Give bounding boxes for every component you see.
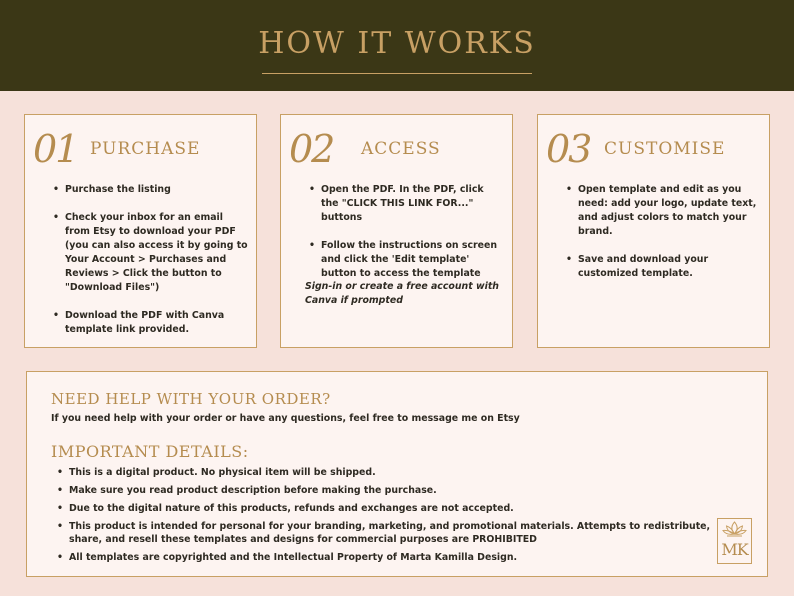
- step-list: [564, 183, 761, 295]
- list-item: • This product is intended for personal for your branding, marketing, and promotional materials. Attempts to redistribute, share, and resell these templates and designs for commercial purposes are PROHIBITED: [57, 520, 717, 546]
- list-item: • Download the PDF with Canva template link provided.: [51, 309, 248, 337]
- important-heading: IMPORTANT DETAILS:: [51, 442, 249, 461]
- step-title: CUSTOMISE: [604, 139, 726, 159]
- list-item: • Save and download your customized template.: [564, 253, 761, 281]
- step-title: PURCHASE: [90, 139, 201, 159]
- list-item: • This is a digital product. No physical item will be shipped.: [57, 466, 717, 479]
- lotus-icon: [718, 519, 751, 539]
- list-item: • Check your inbox for an email from Etsy to download your PDF (you can also access it by going to Your Account > Purchases and Reviews > Click the button to "Download Files"): [51, 211, 248, 295]
- important-list: [57, 466, 717, 569]
- list-item: • Open the PDF. In the PDF, click the "CLICK THIS LINK FOR..." buttons: [307, 183, 504, 225]
- step-list: [51, 183, 248, 351]
- step-note: Sign-in or create a free account with Canva if prompted: [305, 281, 499, 306]
- step-card-customise: [537, 114, 770, 348]
- step-list: [307, 183, 504, 295]
- step-number: 01: [33, 127, 78, 171]
- list-item: • Due to the digital nature of this products, refunds and exchanges are not accepted.: [57, 502, 717, 515]
- step-card-purchase: [24, 114, 257, 348]
- step-card-access: [280, 114, 513, 348]
- step-number: 03: [546, 127, 591, 171]
- page-title: HOW IT WORKS: [258, 26, 536, 61]
- logo-monogram: MK: [721, 540, 748, 559]
- title-underline: [262, 73, 532, 74]
- help-text: If you need help with your order or have any questions, feel free to message me on Etsy: [51, 413, 520, 424]
- help-heading: NEED HELP WITH YOUR ORDER?: [51, 390, 331, 408]
- list-item: • Purchase the listing: [51, 183, 248, 197]
- list-item: • Make sure you read product description before making the purchase.: [57, 484, 717, 497]
- header-banner: [0, 0, 794, 91]
- list-item: • All templates are copyrighted and the Intellectual Property of Marta Kamilla Design.: [57, 551, 717, 564]
- step-title: ACCESS: [361, 139, 441, 159]
- brand-logo: [717, 518, 752, 564]
- list-item: • Follow the instructions on screen and click the 'Edit template' button to access the template: [307, 239, 504, 281]
- list-item: • Open template and edit as you need: add your logo, update text, and adjust colors to match your brand.: [564, 183, 761, 239]
- info-panel: [26, 371, 768, 577]
- step-number: 02: [289, 127, 334, 171]
